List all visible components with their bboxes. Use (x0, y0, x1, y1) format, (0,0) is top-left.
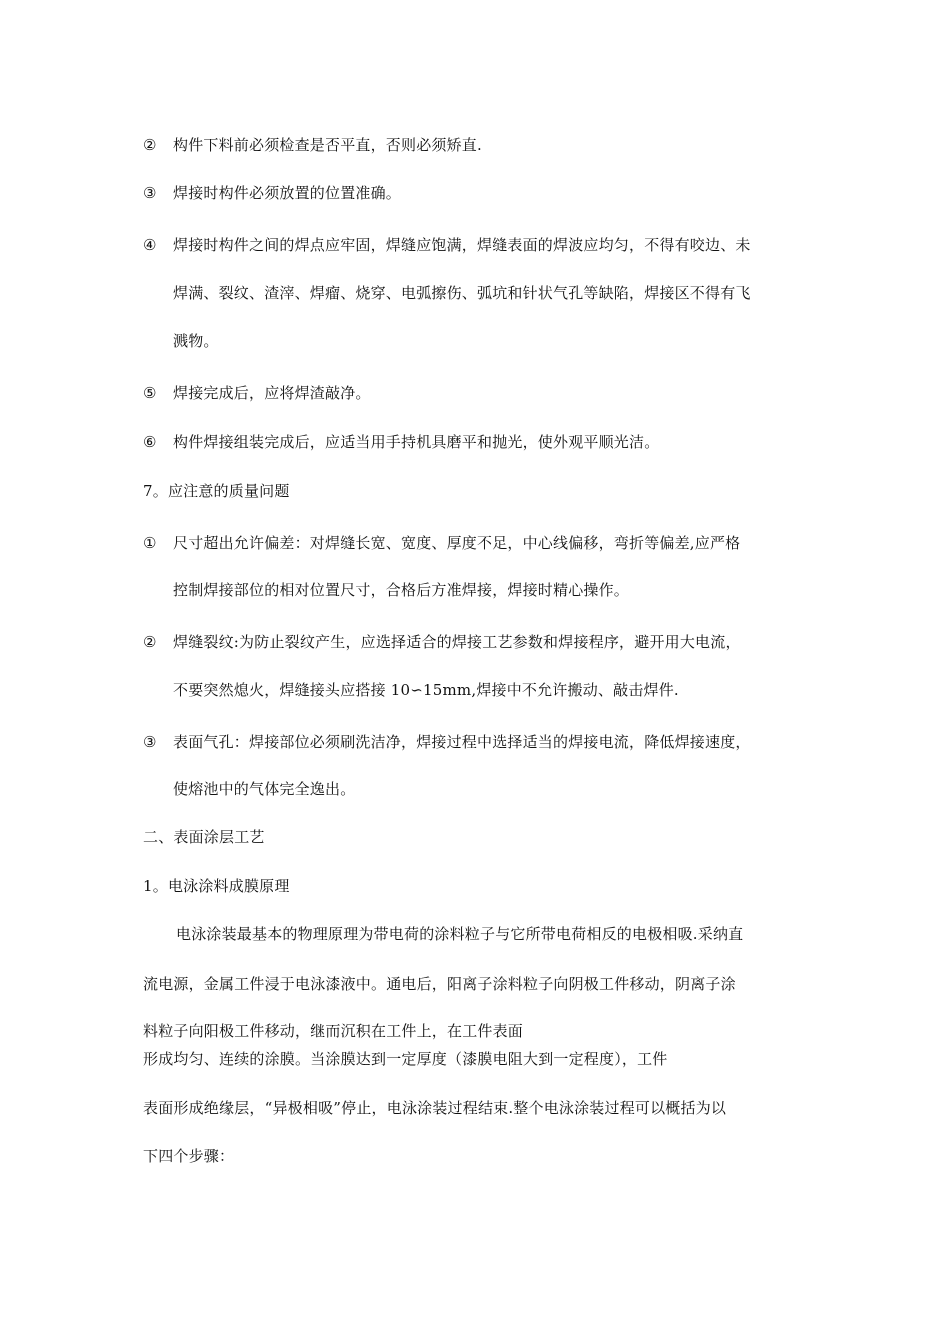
list-item (143, 732, 751, 752)
item-text: 构件下料前必须检查是否平直，否则必须矫直. (173, 136, 482, 154)
section-heading: 二、表面涂层工艺 (143, 828, 265, 846)
list-item (143, 235, 751, 255)
item-number: ⑥ (143, 433, 157, 451)
item-text: 焊缝裂纹:为防止裂纹产生，应选择适合的焊接工艺参数和焊接程序，避开用大电流， (173, 633, 741, 651)
list-item (143, 383, 371, 403)
list-item (143, 632, 741, 652)
item-text: 尺寸超出允许偏差：对焊缝长宽、宽度、厚度不足，中心线偏移，弯折等偏差,应严格 (173, 534, 741, 552)
item-number: ② (143, 633, 157, 651)
item-number: ⑤ (143, 384, 157, 402)
item-text: 构件焊接组装完成后，应适当用手持机具磨平和抛光，使外观平顺光洁。 (173, 433, 660, 451)
item-continuation: 不要突然熄火，焊缝接头应搭接 10∽15mm,焊接中不允许搬动、敲击焊件. (173, 681, 679, 699)
paragraph-line: 料粒子向阳极工件移动，继而沉积在工件上，在工件表面 (143, 1022, 524, 1040)
item-number: ① (143, 534, 157, 552)
item-text: 焊接时构件之间的焊点应牢固，焊缝应饱满，焊缝表面的焊波应均匀，不得有咬边、未 (173, 236, 751, 254)
item-text: 表面气孔：焊接部位必须刷洗洁净，焊接过程中选择适当的焊接电流，降低焊接速度， (173, 733, 751, 751)
item-continuation: 溅物。 (173, 332, 219, 350)
item-number: ④ (143, 236, 157, 254)
section-heading: 7。应注意的质量问题 (143, 482, 290, 500)
paragraph-line: 表面形成绝缘层，“异极相吸”停止，电泳涂装过程结束.整个电泳涂装过程可以概括为以 (143, 1099, 727, 1117)
paragraph-line: 形成均匀、连续的涂膜。当涂膜达到一定厚度（漆膜电阻大到一定程度），工件 (143, 1050, 668, 1068)
paragraph-line: 下四个步骤： (143, 1147, 235, 1165)
item-text: 焊接时构件必须放置的位置准确。 (173, 184, 402, 202)
paragraph-line: 电泳涂装最基本的物理原理为带电荷的涂料粒子与它所带电荷相反的电极相吸.采纳直 (176, 925, 744, 943)
item-continuation: 控制焊接部位的相对位置尺寸，合格后方准焊接，焊接时精心操作。 (173, 581, 630, 599)
list-item (143, 183, 401, 203)
list-item (143, 135, 482, 155)
list-item (143, 432, 659, 452)
item-continuation: 焊满、裂纹、渣滓、焊瘤、烧穿、电弧擦伤、弧坑和针状气孔等缺陷，焊接区不得有飞 (173, 284, 751, 302)
subsection-heading: 1。电泳涂料成膜原理 (143, 877, 290, 895)
item-number: ③ (143, 184, 157, 202)
list-item (143, 533, 740, 553)
item-number: ② (143, 136, 157, 154)
item-text: 焊接完成后，应将焊渣敲净。 (173, 384, 371, 402)
item-number: ③ (143, 733, 157, 751)
item-continuation: 使熔池中的气体完全逸出。 (173, 780, 356, 798)
paragraph-line: 流电源，金属工件浸于电泳漆液中。通电后，阳离子涂料粒子向阴极工件移动，阴离子涂 (143, 975, 736, 993)
